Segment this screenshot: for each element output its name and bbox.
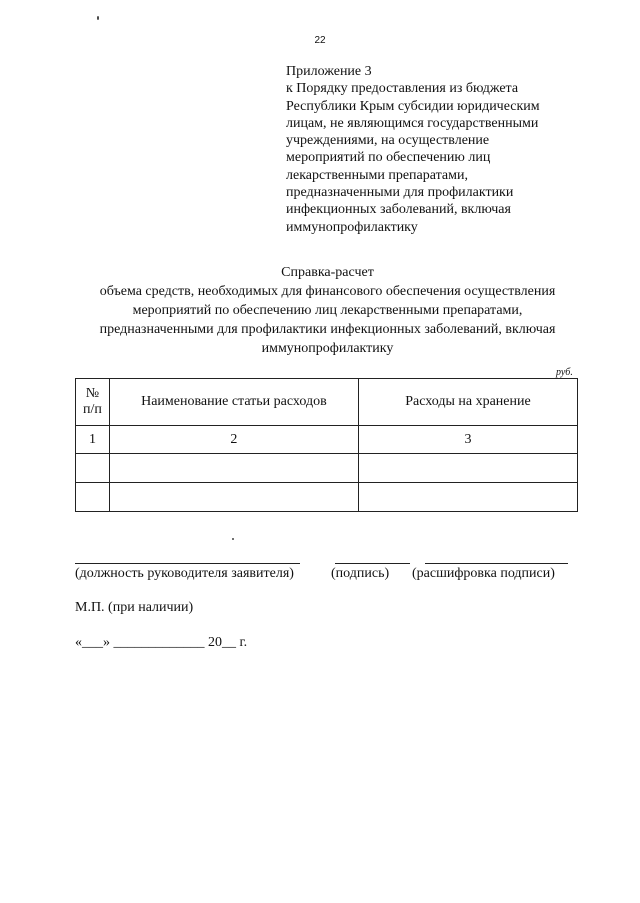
appendix-line: мероприятий по обеспечению лиц (286, 150, 491, 166)
position-signature-line (75, 563, 300, 564)
table-cell[interactable] (76, 454, 110, 483)
table-cell[interactable] (109, 454, 358, 483)
stamp-placeholder: М.П. (при наличии) (75, 600, 194, 615)
header-number-abbr: п/п (83, 402, 102, 417)
scan-speck (232, 538, 234, 540)
table-cell[interactable] (109, 483, 358, 512)
header-expense-name: Наименование статьи расходов (109, 379, 358, 426)
title-line: предназначенными для профилактики инфекционных заболеваний, включая (99, 322, 556, 337)
table-row (76, 483, 578, 512)
appendix-heading (286, 63, 606, 236)
position-label: (должность руководителя заявителя) (75, 566, 294, 581)
appendix-line: инфекционных заболеваний, включая (286, 202, 511, 218)
signature-label: (подпись) (331, 566, 390, 581)
column-number-cell: 2 (109, 426, 358, 454)
table-cell[interactable] (76, 483, 110, 512)
page-number: 22 (314, 35, 326, 46)
date-line: «___» _____________ 20__ г. (75, 635, 248, 650)
title-line: мероприятий по обеспечению лиц лекарственными препаратами, (132, 303, 523, 318)
table-cell[interactable] (358, 454, 577, 483)
scan-speck (97, 16, 99, 20)
header-storage-cost: Расходы на хранение (358, 379, 577, 426)
column-number-cell: 3 (358, 426, 577, 454)
appendix-line: иммунопрофилактику (286, 219, 418, 235)
column-number-row (76, 426, 578, 454)
signature-line (335, 563, 410, 564)
title-heading: Справка-расчет (281, 265, 374, 280)
appendix-line: лекарственными препаратами, (286, 167, 468, 183)
appendix-line: предназначенными для профилактики (286, 185, 514, 201)
header-number-symbol: № (85, 386, 100, 401)
table-header-row (76, 379, 578, 426)
decryption-signature-line (425, 563, 568, 564)
header-number (76, 379, 110, 426)
title-line: объема средств, необходимых для финансового обеспечения осуществления (99, 284, 556, 299)
expenses-table (75, 378, 578, 512)
document-title (60, 263, 595, 358)
column-number-cell: 1 (76, 426, 110, 454)
appendix-line: учреждениями, на осуществление (286, 133, 490, 149)
currency-unit: руб. (556, 367, 573, 378)
table-row (76, 454, 578, 483)
appendix-line: лицам, не являющимся государственными (286, 115, 539, 131)
appendix-line: Приложение 3 (286, 64, 372, 79)
appendix-line: к Порядку предоставления из бюджета (286, 81, 519, 97)
title-line: иммунопрофилактику (261, 341, 394, 356)
decryption-label: (расшифровка подписи) (412, 566, 555, 581)
table-cell[interactable] (358, 483, 577, 512)
appendix-line: Республики Крым субсидии юридическим (286, 98, 540, 114)
